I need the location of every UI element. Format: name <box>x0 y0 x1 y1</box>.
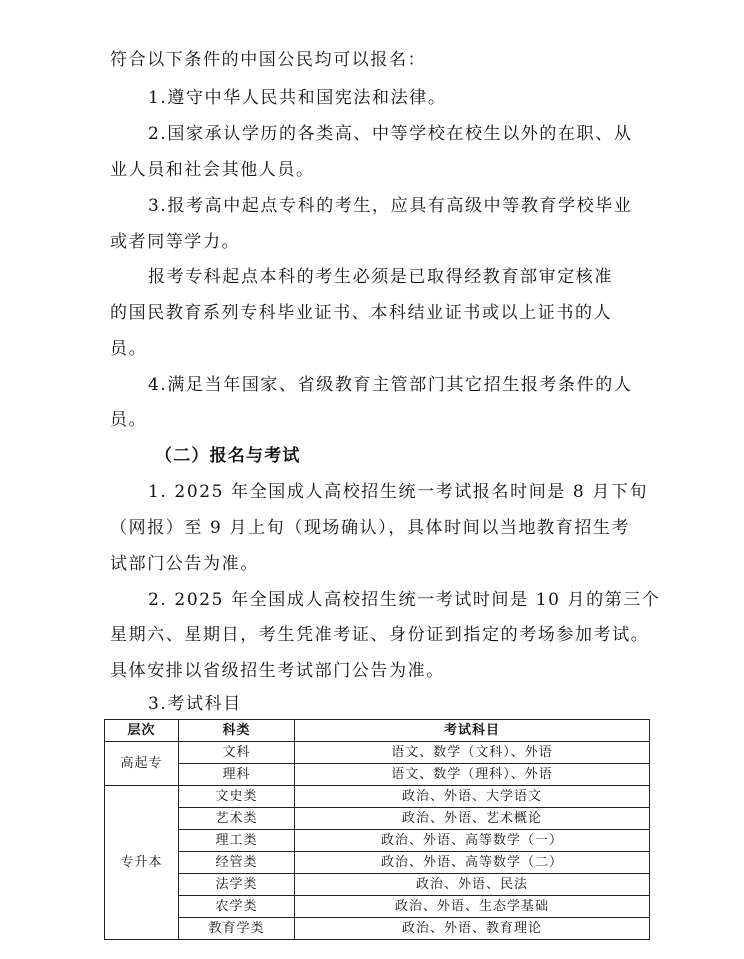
condition-3-line-2: 或者同等学力。 <box>110 232 241 252</box>
table-row <box>105 786 650 808</box>
table-row <box>105 874 650 896</box>
table-row <box>105 764 650 786</box>
category-cell: 理科 <box>179 764 295 786</box>
category-cell: 经管类 <box>179 852 295 874</box>
subjects-cell: 政治、外语、民法 <box>295 874 650 896</box>
exam-subjects-table <box>104 719 650 940</box>
subjects-cell: 语文、数学（理科）、外语 <box>295 764 650 786</box>
section-2-heading: （二）报名与考试 <box>155 446 301 466</box>
condition-3b-line-3: 员。 <box>110 339 148 359</box>
subjects-cell: 政治、外语、教育理论 <box>295 918 650 940</box>
condition-4-line-1: 4.满足当年国家、省级教育主管部门其它招生报考条件的人 <box>148 375 633 395</box>
exam-2-line-1: 2. 2025 年全国成人高校招生统一考试时间是 10 月的第三个 <box>148 590 661 610</box>
condition-2-line-1: 2.国家承认学历的各类高、中等学校在校生以外的在职、从 <box>148 124 633 144</box>
category-cell: 教育学类 <box>179 918 295 940</box>
condition-3b-line-1: 报考专科起点本科的考生必须是已取得经教育部审定核准 <box>148 267 613 287</box>
condition-1: 1.遵守中华人民共和国宪法和法律。 <box>148 88 447 108</box>
exam-3-title: 3.考试科目 <box>148 694 242 714</box>
subjects-cell: 政治、外语、大学语文 <box>295 786 650 808</box>
subjects-cell: 政治、外语、生态学基础 <box>295 896 650 918</box>
condition-2-line-2: 业人员和社会其他人员。 <box>110 160 315 180</box>
table-row <box>105 852 650 874</box>
table-row <box>105 896 650 918</box>
subjects-cell: 政治、外语、艺术概论 <box>295 808 650 830</box>
category-cell: 文科 <box>179 742 295 764</box>
category-cell: 文史类 <box>179 786 295 808</box>
table-row <box>105 830 650 852</box>
exam-1-line-1: 1. 2025 年全国成人高校招生统一考试报名时间是 8 月下旬 <box>148 482 649 502</box>
condition-3b-line-2: 的国民教育系列专科毕业证书、本科结业证书或以上证书的人 <box>110 303 613 323</box>
table-row <box>105 742 650 764</box>
level-cell: 高起专 <box>105 742 179 786</box>
level-cell: 专升本 <box>105 786 179 940</box>
category-cell: 理工类 <box>179 830 295 852</box>
subjects-cell: 语文、数学（文科）、外语 <box>295 742 650 764</box>
intro-text: 符合以下条件的中国公民均可以报名： <box>110 50 427 70</box>
header-level: 层次 <box>105 720 179 742</box>
condition-3-line-1: 3.报考高中起点专科的考生，应具有高级中等教育学校毕业 <box>148 196 633 216</box>
subjects-cell: 政治、外语、高等数学（二） <box>295 852 650 874</box>
condition-4-line-2: 员。 <box>110 410 148 430</box>
table-row <box>105 808 650 830</box>
table-header-row <box>105 720 650 742</box>
table-row <box>105 918 650 940</box>
header-subjects: 考试科目 <box>295 720 650 742</box>
category-cell: 艺术类 <box>179 808 295 830</box>
category-cell: 农学类 <box>179 896 295 918</box>
subjects-cell: 政治、外语、高等数学（一） <box>295 830 650 852</box>
header-category: 科类 <box>179 720 295 742</box>
exam-2-line-2: 星期六、星期日，考生凭准考证、身份证到指定的考场参加考试。 <box>110 625 650 645</box>
category-cell: 法学类 <box>179 874 295 896</box>
exam-1-line-3: 试部门公告为准。 <box>110 554 259 574</box>
exam-2-line-3: 具体安排以省级招生考试部门公告为准。 <box>110 661 445 681</box>
exam-1-line-2: （网报）至 9 月上旬（现场确认），具体时间以当地教育招生考 <box>110 518 631 538</box>
